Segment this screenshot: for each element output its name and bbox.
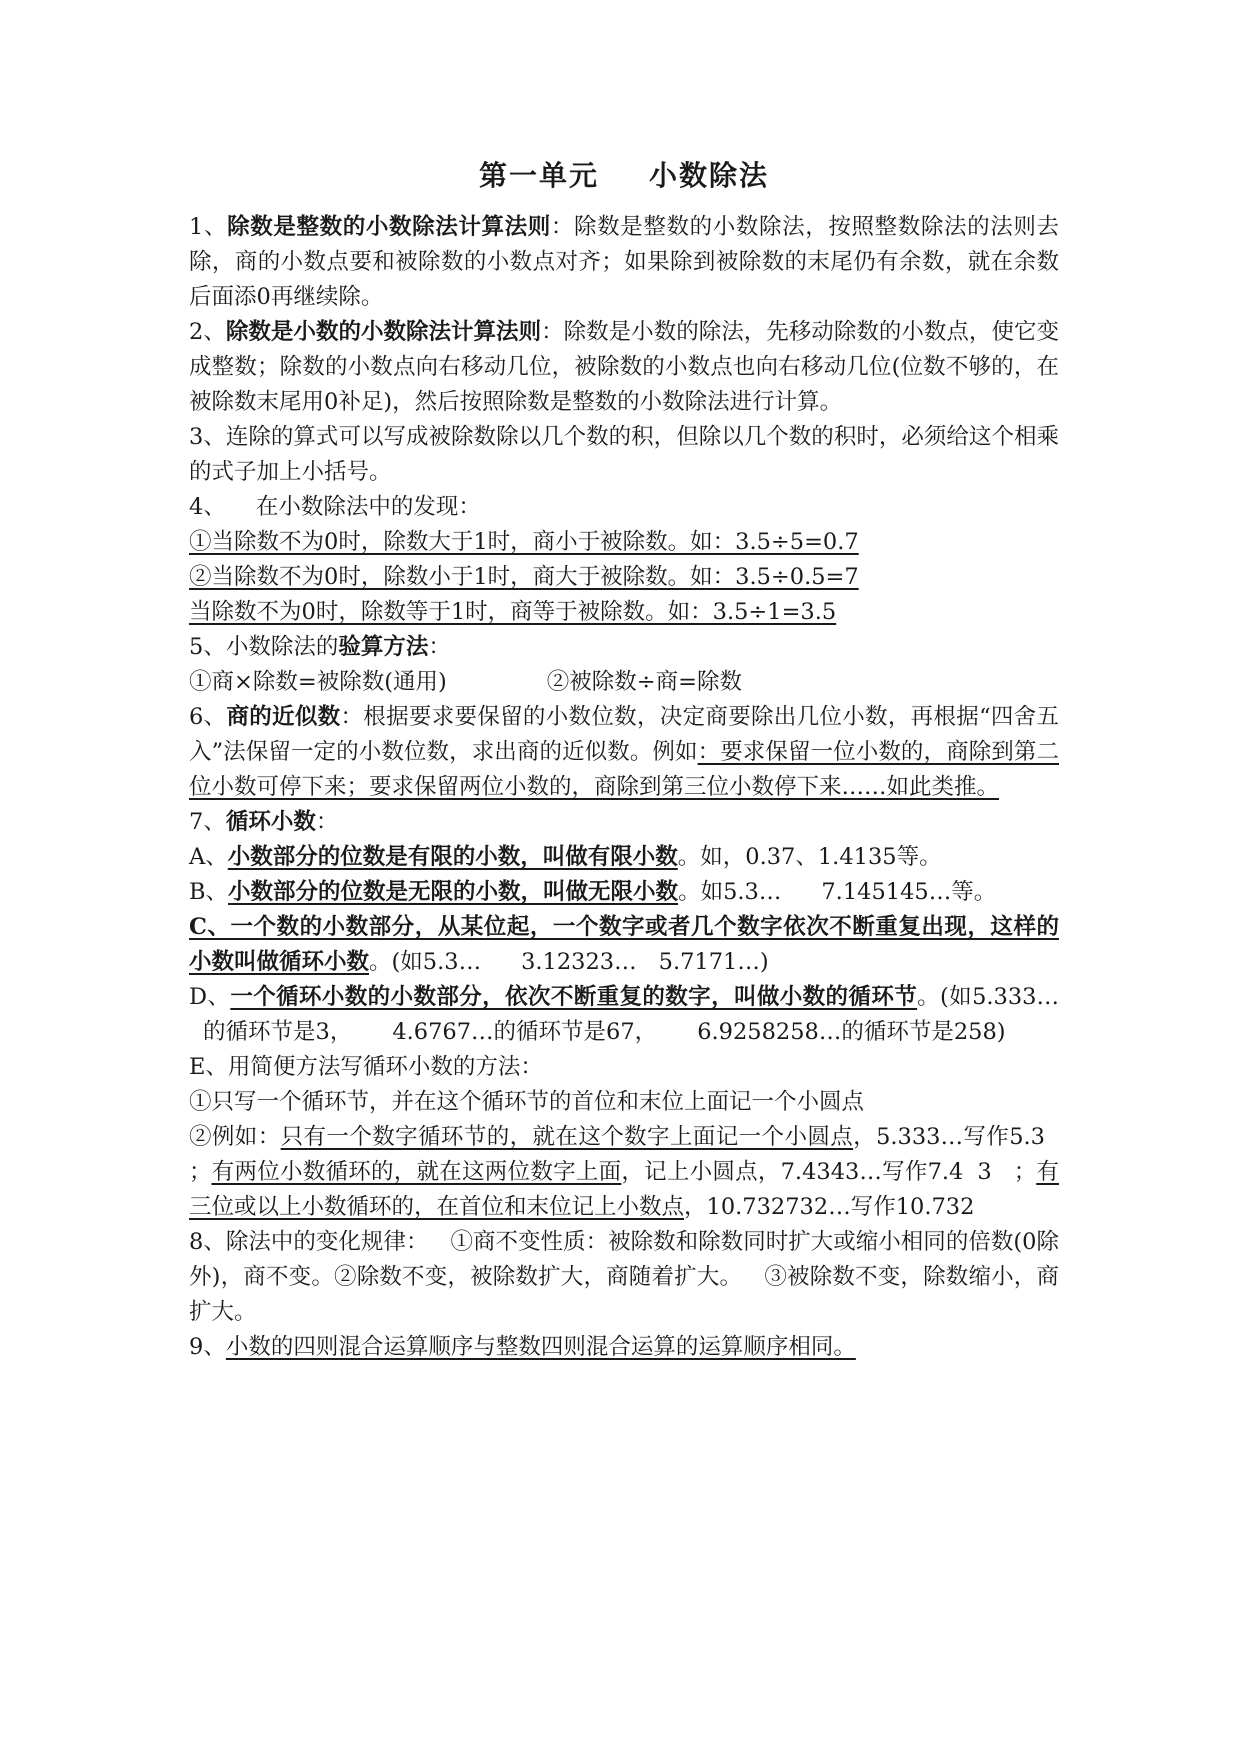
section-4-heading — [189, 490, 1059, 525]
item-label: A、 — [189, 844, 228, 870]
example-text: 4.6767…的循环节是67， — [392, 1019, 658, 1045]
rule-text: ①商不变性质：被除数和除数同时扩大或缩小相同的倍数(0除外)，商不变。 — [189, 1229, 1059, 1290]
rule-text: ：除数是小数的除法，先移动除数的小数点，使它变成整数；除数的小数点向右移动几位，被除数的小数点也向右移动几位(位数不够的，在被除数末尾用0补足)，然后按照除数是整数的小数除法进行计算。 — [189, 319, 1059, 415]
definition: 、一个数的小数部分，从某位起，一个数字或者几个数字依次不断重复出现，这样的小数叫做循环小数 — [189, 914, 1059, 975]
section-number: 1、 — [189, 214, 228, 240]
rule-text-underlined: 小数的四则混合运算顺序与整数四则混合运算的运算顺序相同。 — [225, 1334, 856, 1360]
item-e-line-2 — [189, 1120, 1059, 1225]
section-number: 9、 — [189, 1334, 226, 1360]
finding-text: ②当除数不为0时，除数小于1时，商大于被除数。如：3.5÷0.5=7 — [189, 564, 859, 590]
colon: ： — [428, 634, 451, 660]
section-7-heading — [189, 805, 1059, 840]
item-label: D、 — [189, 984, 231, 1010]
colon: ： — [315, 809, 339, 835]
finding-text: ①当除数不为0时，除数大于1时，商小于被除数。如：3.5÷5=0.7 — [189, 529, 859, 555]
rule-text: ：根据要求要保留的小数位数，决定商要除出几位小数，再根据“四舍五入”法保留一定的小数位数，求出商的近似数。例如 — [189, 704, 1059, 765]
example-underlined: 有三位或以上小数循环的，在首位和末位记上小数点 — [189, 1159, 1059, 1220]
finding-line-2 — [189, 560, 1059, 595]
example-text: 5.7171…) — [658, 949, 769, 975]
section-heading-text: 5、小数除法的 — [189, 634, 339, 660]
title-unit: 第一单元 — [478, 159, 599, 192]
section-1 — [189, 210, 1059, 315]
section-heading-bold: 循环小数 — [225, 809, 316, 835]
check-method-2: ②被除数÷商=除数 — [546, 669, 742, 695]
rule-text: ：除数是整数的小数除法，按照整数除法的法则去除，商的小数点要和被除数的小数点对齐；如果除到被除数的末尾仍有余数，就在余数后面添0再继续除。 — [189, 214, 1059, 310]
example-text: ，10.732732…写作10.732 — [684, 1194, 975, 1220]
finding-line-3 — [189, 595, 1059, 630]
rule-heading: 除数是整数的小数除法计算法则 — [227, 214, 551, 240]
page-title — [189, 158, 1059, 193]
item-e-heading: E、用简便方法写循环小数的方法： — [189, 1054, 543, 1080]
example-underlined: 只有一个数字循环节的，就在这个数字上面记一个小圆点 — [280, 1124, 854, 1150]
section-6 — [189, 700, 1059, 805]
example-text: 3.12323… — [521, 949, 637, 975]
definition: 小数部分的位数是有限的小数，叫做有限小数 — [227, 844, 678, 870]
example-text: 3 — [977, 1159, 992, 1185]
section-3: 3、连除的算式可以写成被除数除以几个数的积，但除以几个数的积时，必须给这个相乘的式子加上小括号。 — [189, 424, 1059, 485]
example-text: 6.9258258…的循环节是258) — [697, 1019, 1006, 1045]
item-a — [189, 840, 1059, 875]
section-heading-text: 在小数除法中的发现： — [255, 494, 481, 520]
section-number: 2、 — [189, 319, 226, 345]
section-number: 4、 — [189, 494, 226, 520]
section-number: 7、 — [189, 809, 226, 835]
example-text: ； — [189, 1159, 212, 1185]
example-text: 。(如5.333… — [917, 984, 1059, 1010]
check-methods — [189, 665, 1059, 700]
rule-text: ③被除数不变，除数缩小，商扩大。 — [189, 1264, 1059, 1325]
section-8 — [189, 1225, 1059, 1330]
section-5-heading — [189, 630, 1059, 665]
example-text: ，5.333…写作5.3 — [853, 1124, 1045, 1150]
document-page — [189, 158, 1059, 1365]
rule-heading: 商的近似数 — [226, 704, 341, 730]
example-underlined: 有两位小数循环的，就在这两位数字上面 — [211, 1159, 622, 1185]
example-text: 。如，0.37、1.4135等。 — [677, 844, 942, 870]
item-label: C — [189, 914, 207, 940]
example-text: ②例如： — [189, 1124, 281, 1150]
section-2 — [189, 315, 1059, 420]
finding-text: 当除数不为0时，除数等于1时，商等于被除数。如：3.5÷1=3.5 — [189, 599, 837, 625]
example-text: 。(如5.3… — [369, 949, 482, 975]
definition: 小数部分的位数是无限的小数，叫做无限小数 — [228, 879, 679, 905]
check-method-1: ①商×除数=被除数(通用) — [189, 669, 447, 695]
item-e-line-1: ①只写一个循环节，并在这个循环节的首位和末位上面记一个小圆点 — [189, 1089, 865, 1115]
item-b — [189, 875, 1059, 910]
rule-heading: 除数是小数的小数除法计算法则 — [225, 319, 542, 345]
example-text: 的循环节是3， — [203, 1019, 353, 1045]
example-text: 。如5.3… — [678, 879, 782, 905]
item-label: B、 — [189, 879, 229, 905]
example-text: 7.145145…等。 — [821, 879, 997, 905]
item-d — [189, 980, 1059, 1050]
finding-line-1 — [189, 525, 1059, 560]
definition: 一个循环小数的小数部分，依次不断重复的数字，叫做小数的循环节 — [230, 984, 918, 1010]
example-text: ，记上小圆点，7.4343…写作7.4 — [621, 1159, 964, 1185]
example-text: ； — [1013, 1159, 1037, 1185]
title-topic: 小数除法 — [649, 159, 770, 192]
section-heading-text: 8、除法中的变化规律： — [189, 1229, 429, 1255]
section-9 — [189, 1330, 1059, 1365]
rule-text-underlined: ：要求保留一位小数的，商除到第二位小数可停下来；要求保留两位小数的，商除到第三位小数停下来……如此类推。 — [189, 739, 1059, 800]
rule-text: ②除数不变，被除数扩大，商随着扩大。 — [334, 1264, 743, 1290]
section-heading-bold: 验算方法 — [338, 634, 429, 660]
section-number: 6、 — [189, 704, 227, 730]
item-c — [189, 910, 1059, 980]
